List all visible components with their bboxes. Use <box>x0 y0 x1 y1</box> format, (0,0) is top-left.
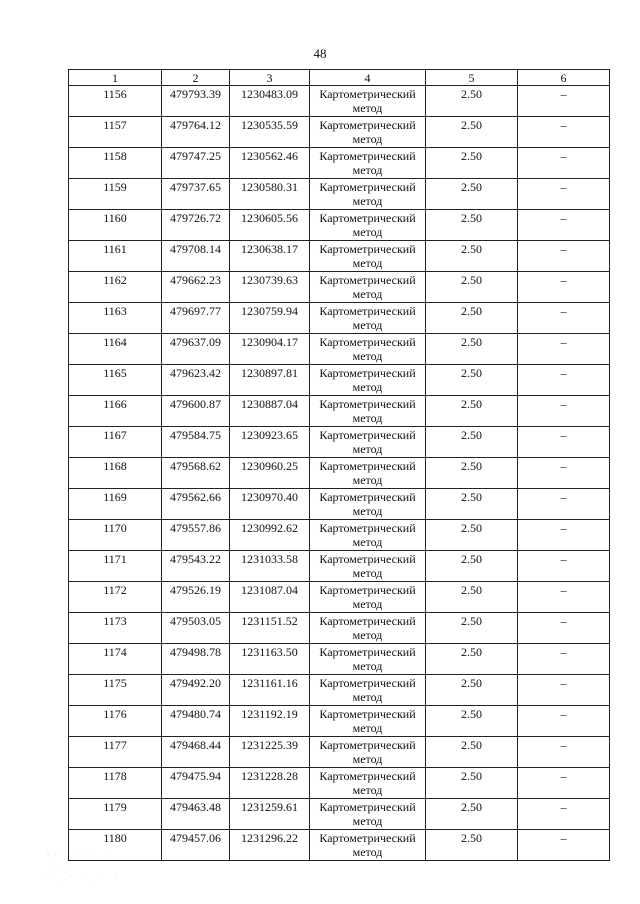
method-cell <box>310 737 426 768</box>
accuracy-cell: 2.50 <box>426 582 518 613</box>
x-coordinate-cell: 479737.65 <box>162 179 230 210</box>
method-text-line-1: Картометрический <box>319 459 416 473</box>
x-coordinate-cell: 479637.09 <box>162 334 230 365</box>
method-text-line-1: Картометрический <box>319 490 416 504</box>
method-text-line-2: метод <box>352 380 383 394</box>
point-number-cell: 1180 <box>69 830 162 861</box>
x-coordinate-cell: 479468.44 <box>162 737 230 768</box>
method-text-line-1: Картометрический <box>319 180 416 194</box>
table-row <box>69 799 610 830</box>
accuracy-cell: 2.50 <box>426 365 518 396</box>
table-row <box>69 179 610 210</box>
accuracy-cell: 2.50 <box>426 551 518 582</box>
method-cell <box>310 644 426 675</box>
x-coordinate-cell: 479568.62 <box>162 458 230 489</box>
note-cell: – <box>518 768 610 799</box>
note-cell: – <box>518 117 610 148</box>
method-text-line-1: Картометрический <box>319 676 416 690</box>
method-text-line-1: Картометрический <box>319 273 416 287</box>
point-number-cell: 1163 <box>69 303 162 334</box>
method-text-line-2: метод <box>352 566 383 580</box>
method-text-line-1: Картометрический <box>319 521 416 535</box>
method-text-line-2: метод <box>352 752 383 766</box>
method-cell <box>310 396 426 427</box>
method-text-line-1: Картометрический <box>319 583 416 597</box>
point-number-cell: 1173 <box>69 613 162 644</box>
point-number-cell: 1174 <box>69 644 162 675</box>
method-text-line-2: метод <box>352 225 383 239</box>
table-row <box>69 241 610 272</box>
table-row <box>69 86 610 117</box>
table-row <box>69 210 610 241</box>
table-row <box>69 272 610 303</box>
method-cell <box>310 613 426 644</box>
scan-noise <box>40 850 130 890</box>
point-number-cell: 1165 <box>69 365 162 396</box>
accuracy-cell: 2.50 <box>426 830 518 861</box>
x-coordinate-cell: 479543.22 <box>162 551 230 582</box>
method-text-line-2: метод <box>352 597 383 611</box>
method-text-line-2: метод <box>352 690 383 704</box>
accuracy-cell: 2.50 <box>426 737 518 768</box>
method-cell <box>310 551 426 582</box>
page-number: 48 <box>313 46 327 61</box>
x-coordinate-cell: 479600.87 <box>162 396 230 427</box>
point-number-cell: 1170 <box>69 520 162 551</box>
y-coordinate-cell: 1230562.46 <box>230 148 310 179</box>
point-number-cell: 1161 <box>69 241 162 272</box>
y-coordinate-cell: 1230992.62 <box>230 520 310 551</box>
x-coordinate-cell: 479463.48 <box>162 799 230 830</box>
table-row <box>69 551 610 582</box>
y-coordinate-cell: 1230897.81 <box>230 365 310 396</box>
x-coordinate-cell: 479557.86 <box>162 520 230 551</box>
point-number-cell: 1167 <box>69 427 162 458</box>
method-cell <box>310 489 426 520</box>
table-row <box>69 396 610 427</box>
method-cell <box>310 86 426 117</box>
method-text-line-2: метод <box>352 318 383 332</box>
y-coordinate-cell: 1231163.50 <box>230 644 310 675</box>
accuracy-cell: 2.50 <box>426 179 518 210</box>
note-cell: – <box>518 396 610 427</box>
note-cell: – <box>518 241 610 272</box>
accuracy-cell: 2.50 <box>426 706 518 737</box>
accuracy-cell: 2.50 <box>426 644 518 675</box>
method-text-line-1: Картометрический <box>319 428 416 442</box>
point-number-cell: 1169 <box>69 489 162 520</box>
x-coordinate-cell: 479498.78 <box>162 644 230 675</box>
table-row <box>69 334 610 365</box>
y-coordinate-cell: 1231087.04 <box>230 582 310 613</box>
point-number-cell: 1156 <box>69 86 162 117</box>
y-coordinate-cell: 1230923.65 <box>230 427 310 458</box>
method-text-line-1: Картометрический <box>319 397 416 411</box>
method-text-line-2: метод <box>352 504 383 518</box>
method-text-line-2: метод <box>352 287 383 301</box>
column-header-3: 3 <box>230 70 310 86</box>
point-number-cell: 1158 <box>69 148 162 179</box>
accuracy-cell: 2.50 <box>426 458 518 489</box>
method-text-line-1: Картометрический <box>319 149 416 163</box>
method-text-line-2: метод <box>352 163 383 177</box>
accuracy-cell: 2.50 <box>426 520 518 551</box>
method-text-line-1: Картометрический <box>319 335 416 349</box>
method-text-line-2: метод <box>352 473 383 487</box>
method-text-line-2: метод <box>352 628 383 642</box>
method-cell <box>310 334 426 365</box>
method-text-line-2: метод <box>352 659 383 673</box>
x-coordinate-cell: 479584.75 <box>162 427 230 458</box>
table-row <box>69 768 610 799</box>
accuracy-cell: 2.50 <box>426 241 518 272</box>
method-text-line-2: метод <box>352 132 383 146</box>
method-cell <box>310 241 426 272</box>
note-cell: – <box>518 830 610 861</box>
y-coordinate-cell: 1231225.39 <box>230 737 310 768</box>
method-text-line-2: метод <box>352 411 383 425</box>
method-cell <box>310 365 426 396</box>
column-header-1: 1 <box>69 70 162 86</box>
x-coordinate-cell: 479708.14 <box>162 241 230 272</box>
note-cell: – <box>518 551 610 582</box>
point-number-cell: 1176 <box>69 706 162 737</box>
note-cell: – <box>518 427 610 458</box>
table-row <box>69 644 610 675</box>
y-coordinate-cell: 1230970.40 <box>230 489 310 520</box>
method-cell <box>310 458 426 489</box>
table-row <box>69 148 610 179</box>
y-coordinate-cell: 1230739.63 <box>230 272 310 303</box>
method-text-line-1: Картометрический <box>319 304 416 318</box>
note-cell: – <box>518 613 610 644</box>
method-cell <box>310 272 426 303</box>
method-cell <box>310 179 426 210</box>
point-number-cell: 1162 <box>69 272 162 303</box>
table-row <box>69 613 610 644</box>
method-text-line-1: Картометрический <box>319 831 416 845</box>
table-row <box>69 117 610 148</box>
method-text-line-1: Картометрический <box>319 118 416 132</box>
method-cell <box>310 675 426 706</box>
method-text-line-1: Картометрический <box>319 707 416 721</box>
y-coordinate-cell: 1230638.17 <box>230 241 310 272</box>
method-text-line-2: метод <box>352 814 383 828</box>
point-number-cell: 1171 <box>69 551 162 582</box>
table-row <box>69 675 610 706</box>
note-cell: – <box>518 489 610 520</box>
table-row <box>69 706 610 737</box>
accuracy-cell: 2.50 <box>426 613 518 644</box>
x-coordinate-cell: 479503.05 <box>162 613 230 644</box>
y-coordinate-cell: 1231259.61 <box>230 799 310 830</box>
method-cell <box>310 706 426 737</box>
accuracy-cell: 2.50 <box>426 799 518 830</box>
table-row <box>69 427 610 458</box>
note-cell: – <box>518 86 610 117</box>
method-text-line-2: метод <box>352 442 383 456</box>
y-coordinate-cell: 1230483.09 <box>230 86 310 117</box>
y-coordinate-cell: 1230759.94 <box>230 303 310 334</box>
accuracy-cell: 2.50 <box>426 675 518 706</box>
note-cell: – <box>518 303 610 334</box>
point-number-cell: 1160 <box>69 210 162 241</box>
y-coordinate-cell: 1231033.58 <box>230 551 310 582</box>
method-text-line-1: Картометрический <box>319 552 416 566</box>
y-coordinate-cell: 1230605.56 <box>230 210 310 241</box>
note-cell: – <box>518 210 610 241</box>
method-cell <box>310 799 426 830</box>
table-row <box>69 458 610 489</box>
method-text-line-2: метод <box>352 783 383 797</box>
x-coordinate-cell: 479726.72 <box>162 210 230 241</box>
x-coordinate-cell: 479623.42 <box>162 365 230 396</box>
y-coordinate-cell: 1230960.25 <box>230 458 310 489</box>
point-number-cell: 1178 <box>69 768 162 799</box>
point-number-cell: 1175 <box>69 675 162 706</box>
x-coordinate-cell: 479764.12 <box>162 117 230 148</box>
note-cell: – <box>518 582 610 613</box>
table-row <box>69 365 610 396</box>
accuracy-cell: 2.50 <box>426 210 518 241</box>
method-text-line-1: Картометрический <box>319 769 416 783</box>
note-cell: – <box>518 675 610 706</box>
note-cell: – <box>518 799 610 830</box>
column-header-5: 5 <box>426 70 518 86</box>
y-coordinate-cell: 1231228.28 <box>230 768 310 799</box>
y-coordinate-cell: 1230904.17 <box>230 334 310 365</box>
method-text-line-1: Картометрический <box>319 800 416 814</box>
accuracy-cell: 2.50 <box>426 334 518 365</box>
method-cell <box>310 117 426 148</box>
column-header-6: 6 <box>518 70 610 86</box>
table-body <box>69 86 610 861</box>
method-cell <box>310 830 426 861</box>
note-cell: – <box>518 644 610 675</box>
accuracy-cell: 2.50 <box>426 303 518 334</box>
accuracy-cell: 2.50 <box>426 768 518 799</box>
note-cell: – <box>518 334 610 365</box>
note-cell: – <box>518 520 610 551</box>
method-text-line-1: Картометрический <box>319 211 416 225</box>
method-cell <box>310 768 426 799</box>
method-text-line-2: метод <box>352 535 383 549</box>
accuracy-cell: 2.50 <box>426 272 518 303</box>
column-header-2: 2 <box>162 70 230 86</box>
table-row <box>69 582 610 613</box>
point-number-cell: 1166 <box>69 396 162 427</box>
y-coordinate-cell: 1231151.52 <box>230 613 310 644</box>
column-header-4: 4 <box>310 70 426 86</box>
method-text-line-1: Картометрический <box>319 366 416 380</box>
accuracy-cell: 2.50 <box>426 396 518 427</box>
accuracy-cell: 2.50 <box>426 489 518 520</box>
method-text-line-1: Картометрический <box>319 614 416 628</box>
x-coordinate-cell: 479662.23 <box>162 272 230 303</box>
point-number-cell: 1168 <box>69 458 162 489</box>
table-row <box>69 489 610 520</box>
accuracy-cell: 2.50 <box>426 427 518 458</box>
point-number-cell: 1157 <box>69 117 162 148</box>
method-text-line-2: метод <box>352 256 383 270</box>
x-coordinate-cell: 479492.20 <box>162 675 230 706</box>
table-row <box>69 303 610 334</box>
x-coordinate-cell: 479480.74 <box>162 706 230 737</box>
method-cell <box>310 303 426 334</box>
accuracy-cell: 2.50 <box>426 86 518 117</box>
method-text-line-2: метод <box>352 349 383 363</box>
method-cell <box>310 210 426 241</box>
accuracy-cell: 2.50 <box>426 148 518 179</box>
note-cell: – <box>518 458 610 489</box>
y-coordinate-cell: 1230887.04 <box>230 396 310 427</box>
method-cell <box>310 582 426 613</box>
accuracy-cell: 2.50 <box>426 117 518 148</box>
method-text-line-1: Картометрический <box>319 738 416 752</box>
method-text-line-1: Картометрический <box>319 87 416 101</box>
note-cell: – <box>518 148 610 179</box>
coordinates-table <box>68 69 610 861</box>
method-text-line-1: Картометрический <box>319 242 416 256</box>
y-coordinate-cell: 1231192.19 <box>230 706 310 737</box>
method-cell <box>310 148 426 179</box>
method-cell <box>310 427 426 458</box>
method-cell <box>310 520 426 551</box>
method-text-line-2: метод <box>352 194 383 208</box>
table-header-row <box>69 70 610 86</box>
x-coordinate-cell: 479457.06 <box>162 830 230 861</box>
point-number-cell: 1164 <box>69 334 162 365</box>
x-coordinate-cell: 479747.25 <box>162 148 230 179</box>
method-text-line-2: метод <box>352 101 383 115</box>
x-coordinate-cell: 479475.94 <box>162 768 230 799</box>
y-coordinate-cell: 1230580.31 <box>230 179 310 210</box>
point-number-cell: 1179 <box>69 799 162 830</box>
note-cell: – <box>518 365 610 396</box>
table-row <box>69 830 610 861</box>
table-row <box>69 737 610 768</box>
x-coordinate-cell: 479562.66 <box>162 489 230 520</box>
note-cell: – <box>518 737 610 768</box>
y-coordinate-cell: 1231296.22 <box>230 830 310 861</box>
point-number-cell: 1172 <box>69 582 162 613</box>
x-coordinate-cell: 479526.19 <box>162 582 230 613</box>
method-text-line-2: метод <box>352 721 383 735</box>
method-text-line-1: Картометрический <box>319 645 416 659</box>
y-coordinate-cell: 1231161.16 <box>230 675 310 706</box>
y-coordinate-cell: 1230535.59 <box>230 117 310 148</box>
note-cell: – <box>518 706 610 737</box>
note-cell: – <box>518 272 610 303</box>
x-coordinate-cell: 479697.77 <box>162 303 230 334</box>
point-number-cell: 1177 <box>69 737 162 768</box>
table-row <box>69 520 610 551</box>
x-coordinate-cell: 479793.39 <box>162 86 230 117</box>
note-cell: – <box>518 179 610 210</box>
method-text-line-2: метод <box>352 845 383 859</box>
point-number-cell: 1159 <box>69 179 162 210</box>
